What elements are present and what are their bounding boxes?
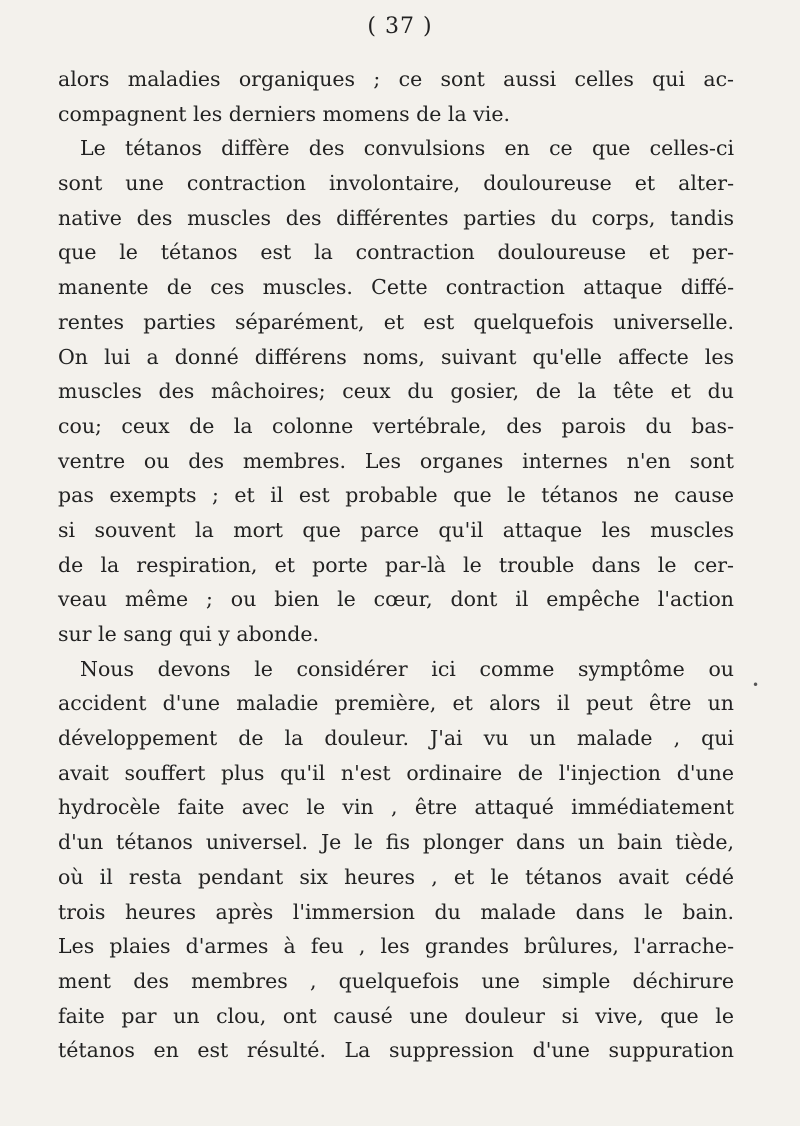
text-line: ment des membres , quelquefois une simple déchirure: [58, 968, 734, 993]
text-line: ventre ou des membres. Les organes internes n'en sont: [58, 448, 734, 473]
text-line: On lui a donné différens noms, suivant qu'elle affecte les: [58, 344, 734, 369]
text-line: de la respiration, et porte par-là le trouble dans le cer-: [58, 552, 734, 577]
text-line: tétanos en est résulté. La suppression d'une suppuration: [58, 1038, 734, 1063]
text-line: d'un tétanos universel. Je le fis plonger dans un bain tiède,: [58, 830, 734, 855]
text-line: rentes parties séparément, et est quelquefois universelle.: [58, 309, 734, 334]
text-line: faite par un clou, ont causé une douleur si vive, que le: [58, 1003, 734, 1028]
paragraph-start-line: Le tétanos diffère des convulsions en ce que celles-ci: [80, 136, 734, 161]
text-line: sur le sang qui y abonde.: [58, 622, 319, 646]
text-line: que le tétanos est la contraction douloureuse et per-: [58, 240, 734, 265]
text-line: manente de ces muscles. Cette contraction attaque diffé-: [58, 275, 734, 300]
text-line: compagnent les derniers momens de la vie.: [58, 101, 510, 126]
text-line: cou; ceux de la colonne vertébrale, des parois du bas-: [58, 413, 734, 438]
text-line: accident d'une maladie première, et alors il peut être un: [58, 691, 734, 716]
margin-mark: •: [752, 678, 760, 692]
text-line: muscles des mâchoires; ceux du gosier, de la tête et du: [58, 379, 734, 404]
text-line: alors maladies organiques ; ce sont aussi celles qui ac-: [58, 67, 734, 91]
text-line: Les plaies d'armes à feu , les grandes brûlures, l'arrache-: [58, 934, 734, 959]
paragraph-start-line: Nous devons le considérer ici comme symptôme ou: [80, 656, 734, 681]
body-text: [58, 62, 734, 1068]
text-line: trois heures après l'immersion du malade dans le bain.: [58, 899, 734, 924]
text-line: développement de la douleur. J'ai vu un malade , qui: [58, 726, 734, 751]
text-line: pas exempts ; et il est probable que le tétanos ne cause: [58, 483, 734, 508]
text-line: si souvent la mort que parce qu'il attaque les muscles: [58, 517, 734, 542]
text-line: où il resta pendant six heures , et le tétanos avait cédé: [58, 864, 734, 889]
text-line: hydrocèle faite avec le vin , être attaqué immédiatement: [58, 795, 734, 820]
text-line: sont une contraction involontaire, douloureuse et alter-: [58, 171, 734, 196]
page-number: ( 37 ): [367, 14, 433, 39]
text-line: avait souffert plus qu'il n'est ordinaire de l'injection d'une: [58, 760, 734, 785]
text-line: veau même ; ou bien le cœur, dont il empêche l'action: [58, 587, 734, 612]
text-line: native des muscles des différentes parties du corps, tandis: [58, 205, 734, 230]
